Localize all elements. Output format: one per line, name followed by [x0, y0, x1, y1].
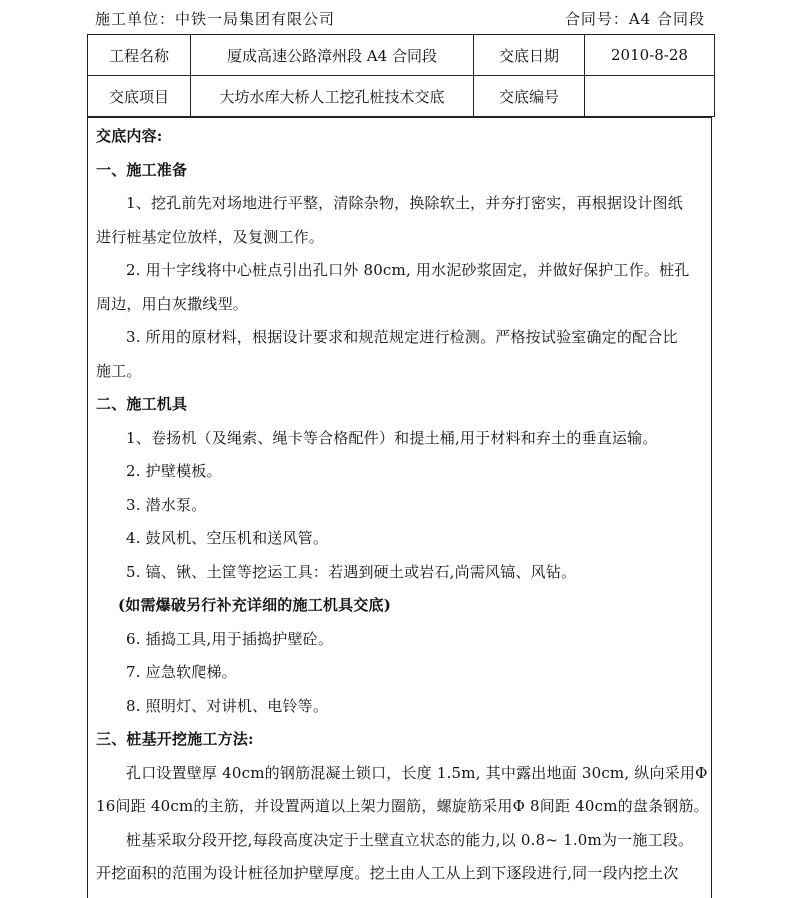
paragraph-line: 16间距 40cm的主筋，并设置两道以上架力圈筋，螺旋筋采用Φ 8间距 40cm的盘条钢筋。 — [96, 797, 709, 815]
list-item: 5. 镐、锹、土筐等挖运工具：若遇到硬土或岩石,尚需风镐、风钻。 — [126, 562, 577, 581]
handover-number-value — [585, 76, 715, 117]
paragraph-line: 孔口设置壁厚 40cm的钢筋混凝土锁口，长度 1.5m, 其中露出地面 30cm, 纵向采用Φ — [126, 763, 708, 782]
list-item: 7. 应急软爬梯。 — [126, 663, 237, 681]
paragraph-line: 施工。 — [96, 361, 142, 380]
blasting-note: (如需爆破另行补充详细的施工机具交底) — [118, 596, 391, 614]
paragraph-line: 1、挖孔前先对场地进行平整，清除杂物，换除软土，并夯打密实，再根据设计图纸 — [126, 194, 683, 212]
handover-item-label: 交底项目 — [88, 76, 191, 117]
list-item: 6. 插捣工具,用于插捣护壁砼。 — [126, 629, 334, 648]
section-title-equipment: 二、施工机具 — [96, 395, 188, 413]
content-box — [87, 117, 712, 898]
paragraph-line: 进行桩基定位放样，及复测工作。 — [96, 227, 325, 246]
construction-unit-label: 施工单位：中铁一局集团有限公司 — [95, 10, 336, 28]
paragraph-line: 桩基采取分段开挖,每段高度决定于土壁直立状态的能力,以 0.8~ 1.0m为一施工段。 — [126, 830, 694, 849]
paragraph-line: 2. 用十字线将中心桩点引出孔口外 80cm, 用水泥砂浆固定，并做好保护工作。桩孔 — [126, 261, 690, 279]
contract-number-label: 合同号：A4 合同段 — [564, 10, 705, 28]
project-name-label: 工程名称 — [88, 35, 191, 76]
section-title-method: 三、桩基开挖施工方法: — [96, 730, 254, 748]
paragraph-line: 周边，用白灰撒线型。 — [96, 294, 249, 313]
content-body — [96, 120, 708, 891]
table-row — [88, 76, 715, 117]
list-item: 8. 照明灯、对讲机、电铃等。 — [126, 696, 329, 715]
handover-number-label: 交底编号 — [474, 76, 585, 117]
section-title-preparation: 一、施工准备 — [96, 160, 188, 179]
list-item: 1、卷扬机（及绳索、绳卡等合格配件）和提土桶,用于材料和弃土的垂直运输。 — [126, 428, 658, 447]
handover-date-label: 交底日期 — [474, 35, 585, 76]
content-heading: 交底内容: — [96, 127, 163, 145]
list-item: 2. 护壁模板。 — [126, 462, 222, 480]
list-item: 3. 潜水泵。 — [126, 495, 207, 514]
list-item: 4. 鼓风机、空压机和送风管。 — [126, 529, 329, 547]
info-table — [87, 34, 715, 117]
paragraph-line: 开挖面积的范围为设计桩径加护壁厚度。挖土由人工从上到下逐段进行,同一段内挖土次 — [96, 864, 679, 882]
handover-item-value: 大坊水库大桥人工挖孔桩技术交底 — [191, 76, 474, 117]
paragraph-line: 3. 所用的原材料，根据设计要求和规范规定进行检测。严格按试验室确定的配合比 — [126, 328, 678, 346]
project-name-value: 厦成高速公路漳州段 A4 合同段 — [191, 35, 474, 76]
handover-date-value: 2010-8-28 — [585, 35, 715, 76]
table-row — [88, 35, 715, 76]
document-header — [95, 8, 705, 30]
